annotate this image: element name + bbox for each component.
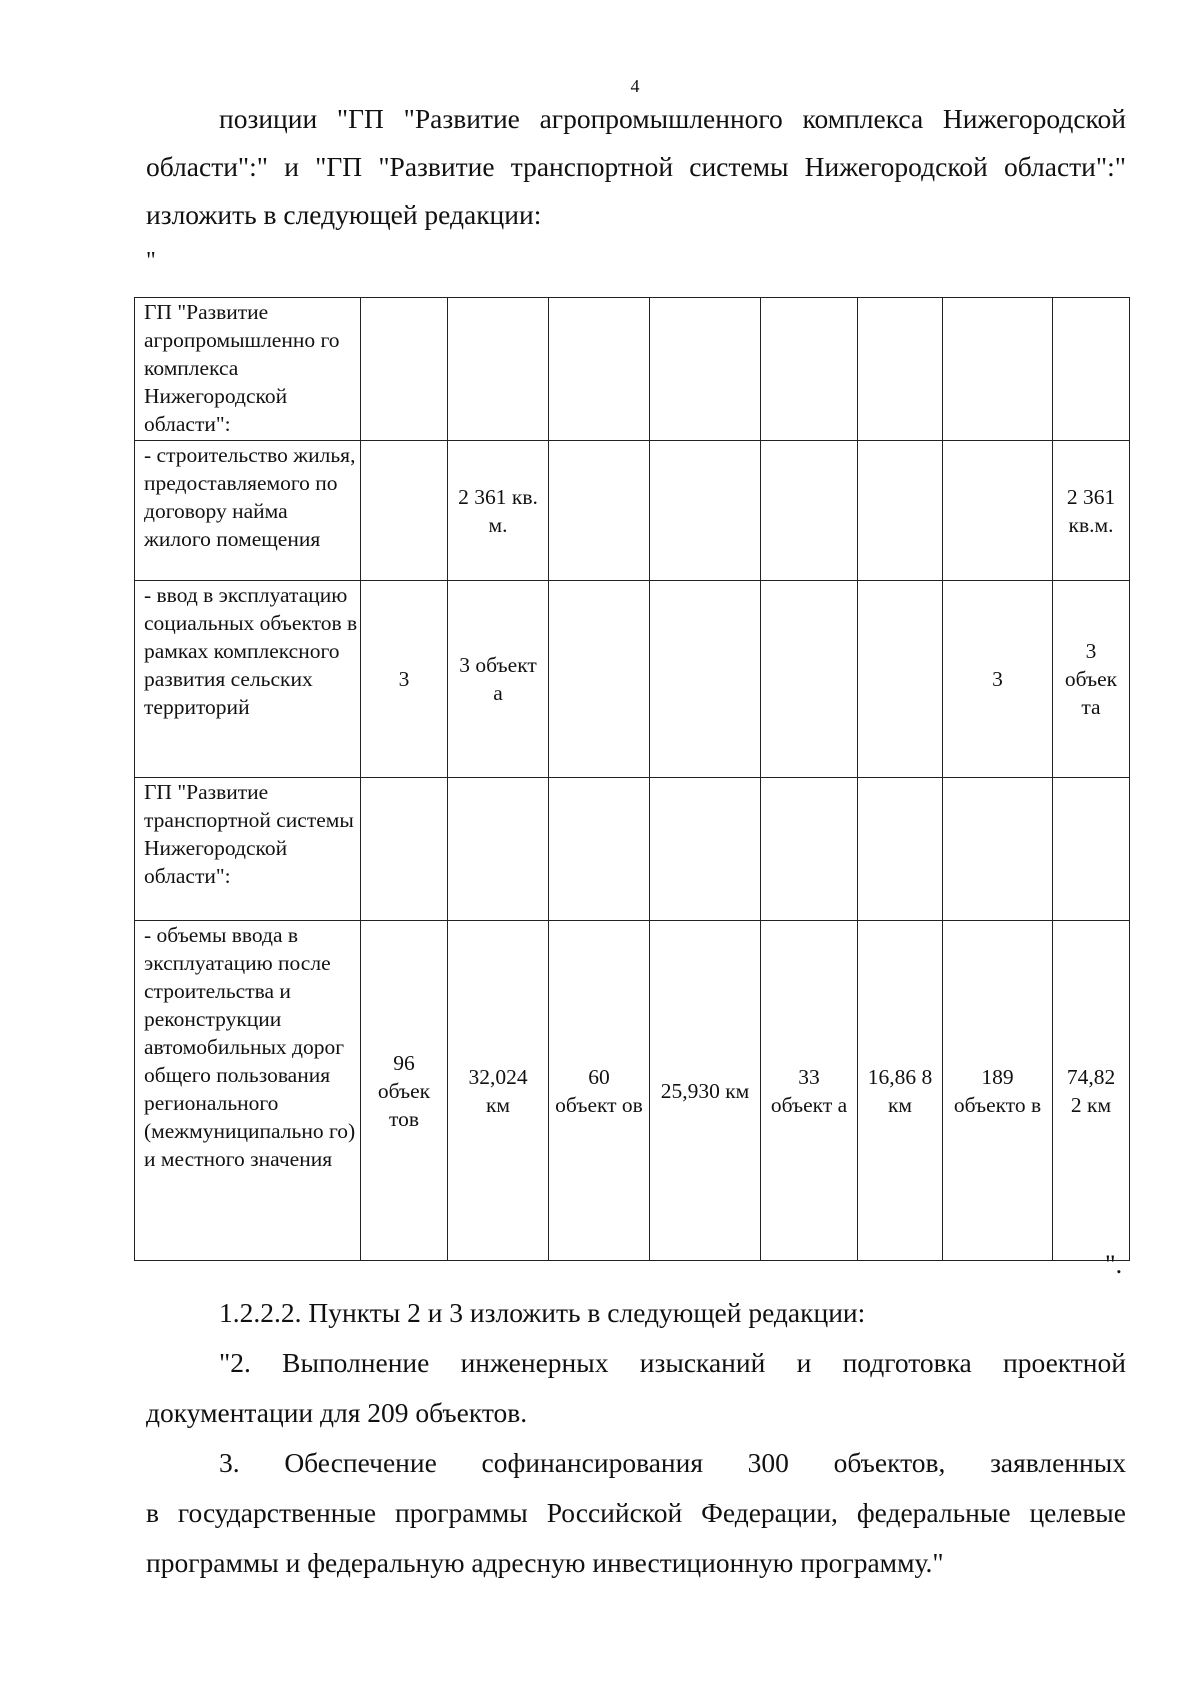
page-number: 4 [630,76,640,96]
table-cell [448,298,549,441]
table-cell [361,298,448,441]
row-label: ГП "Развитие агропромышленно го комплекса Нижегородской области": [135,298,361,441]
table-cell [650,581,761,778]
row-label: - строительство жилья, предоставляемого по договору найма жилого помещения [135,441,361,581]
table-cell [858,778,943,921]
table-cell: 2 361 кв. м. [448,441,549,581]
table-cell [448,778,549,921]
table-cell: 25,930 км [650,921,761,1261]
table-cell [943,441,1053,581]
table-cell [858,298,943,441]
row-label: - объемы ввода в эксплуатацию после строительства и реконструкции автомобильных дорог общего пользования регионального (межмуниципально го) и местного значения [135,921,361,1261]
table-row [135,778,1130,921]
table-cell [361,778,448,921]
table-cell [858,441,943,581]
table-row [135,581,1130,778]
table-row [135,298,1130,441]
opening-quote: " [146,248,156,274]
table-cell [361,441,448,581]
intro-line-3: изложить в следующей редакции: [146,199,542,230]
table-row [135,921,1130,1261]
table-cell [549,441,650,581]
table-cell [549,298,650,441]
intro-line-1: позиции "ГП "Развитие агропромышленного комплекса Нижегородской [219,103,1126,134]
table-cell [761,778,858,921]
table-cell: 16,86 8 км [858,921,943,1261]
table-cell [761,581,858,778]
table-cell: 3 [943,581,1053,778]
table-cell [761,441,858,581]
item-3-line-3: программы и федеральную адресную инвестиционную программу." [146,1547,944,1578]
table-cell: 74,82 2 км [1053,921,1130,1261]
table-cell [943,298,1053,441]
table-cell: 32,024 км [448,921,549,1261]
table-cell [549,778,650,921]
table-cell [1053,778,1130,921]
table-row [135,441,1130,581]
table-cell: 60 объект ов [549,921,650,1261]
table-cell: 3 [361,581,448,778]
table-cell: 3 объек та [1053,581,1130,778]
item-3-line-2: в государственные программы Российской Федерации, федеральные целевые [146,1497,1126,1528]
item-3-line-1: 3. Обеспечение софинансирования 300 объектов, заявленных [219,1447,1126,1478]
row-label: - ввод в эксплуатацию социальных объектов в рамках комплексного развития сельских территорий [135,581,361,778]
intro-line-2: области":" и "ГП "Развитие транспортной системы Нижегородской области":" [146,151,1126,182]
table-cell [858,581,943,778]
closing-quote: ". [1105,1250,1123,1279]
table-cell [943,778,1053,921]
indicators-table [134,297,1130,1261]
table-cell [650,778,761,921]
table-cell [549,581,650,778]
table-cell: 189 объекто в [943,921,1053,1261]
table-cell: 33 объект а [761,921,858,1261]
item-2-line-1: "2. Выполнение инженерных изысканий и подготовка проектной [219,1347,1126,1378]
table-cell: 3 объект а [448,581,549,778]
section-heading: 1.2.2.2. Пункты 2 и 3 изложить в следующей редакции: [219,1297,866,1328]
table-cell [1053,298,1130,441]
row-label: ГП "Развитие транспортной системы Нижегородской области": [135,778,361,921]
table-cell: 2 361 кв.м. [1053,441,1130,581]
table-cell: 96 объек тов [361,921,448,1261]
item-2-line-2: документации для 209 объектов. [146,1397,528,1428]
table-cell [761,298,858,441]
table-cell [650,441,761,581]
table-cell [650,298,761,441]
